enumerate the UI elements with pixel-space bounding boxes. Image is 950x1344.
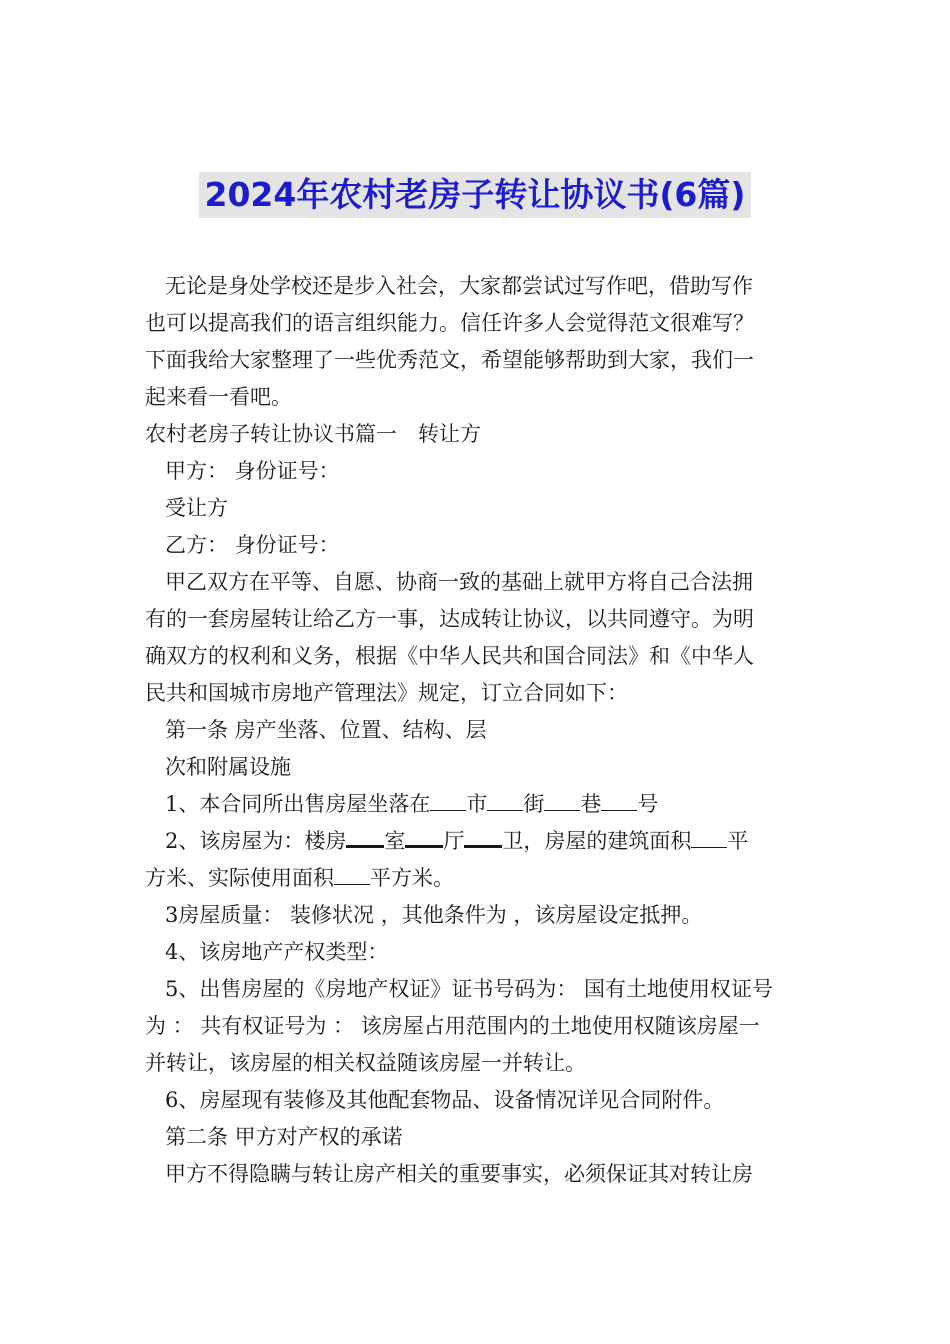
line-text: 厅	[443, 829, 465, 853]
body-line	[145, 601, 810, 638]
line-text: 5、出售房屋的《房地产权证》证书号码为： 国有土地使用权证号	[165, 977, 774, 1001]
fill-in-blank	[544, 788, 580, 811]
document-body	[145, 268, 810, 1193]
fill-in-blank	[405, 823, 443, 848]
line-text: 室	[384, 829, 406, 853]
fill-in-blank	[464, 823, 502, 848]
line-text: 4、该房地产产权类型：	[165, 940, 389, 964]
line-text: 甲乙双方在平等、自愿、协商一致的基础上就甲方将自己合法拥	[165, 570, 753, 594]
line-text: 确双方的权利和义务，根据《中华人民共和国合同法》和《中华人	[145, 644, 754, 668]
body-line	[145, 897, 810, 934]
line-text: 1、本合同所出售房屋坐落在	[165, 792, 431, 816]
line-text: 第二条 甲方对产权的承诺	[165, 1125, 403, 1149]
line-text: 巷	[580, 792, 602, 816]
line-text: 民共和国城市房地产管理法》规定，订立合同如下：	[145, 681, 628, 705]
line-text: 号	[637, 792, 659, 816]
line-text: 6、房屋现有装修及其他配套物品、设备情况详见合同附件。	[165, 1088, 725, 1112]
body-line	[145, 934, 810, 971]
line-text: 第一条 房产坐落、位置、结构、层	[165, 718, 487, 742]
title-container	[0, 172, 950, 218]
body-line	[145, 1156, 810, 1193]
fill-in-blank	[346, 823, 384, 848]
line-text: 3房屋质量： 装修状况 ，其他条件为 ，该房屋设定抵押。	[165, 903, 703, 927]
line-text: 有的一套房屋转让给乙方一事，达成转让协议，以共同遵守。为明	[145, 607, 754, 631]
body-line	[145, 1008, 810, 1045]
line-text: 平	[727, 829, 749, 853]
line-text: 街	[523, 792, 545, 816]
line-text: 卫，房屋的建筑面积	[502, 829, 692, 853]
body-line	[145, 453, 810, 490]
fill-in-blank	[601, 788, 637, 811]
body-line	[145, 342, 810, 379]
fill-in-blank	[691, 825, 727, 848]
line-text: 方米、实际使用面积	[145, 866, 334, 890]
line-text: 并转让，该房屋的相关权益随该房屋一并转让。	[145, 1051, 586, 1075]
line-text: 2、该房屋为：楼房	[165, 829, 347, 853]
body-line	[145, 379, 810, 416]
body-line	[145, 564, 810, 601]
body-line	[145, 749, 810, 786]
body-line	[145, 712, 810, 749]
body-line	[145, 1082, 810, 1119]
body-line	[145, 1119, 810, 1156]
line-text: 起来看一看吧。	[145, 385, 292, 409]
body-line	[145, 527, 810, 564]
body-line	[145, 860, 810, 897]
line-text: 受让方	[165, 496, 228, 520]
line-text: 市	[466, 792, 488, 816]
body-line	[145, 823, 810, 860]
body-line	[145, 786, 810, 823]
line-text: 下面我给大家整理了一些优秀范文，希望能够帮助到大家，我们一	[145, 348, 754, 372]
line-text: 次和附属设施	[165, 755, 291, 779]
fill-in-blank	[487, 788, 523, 811]
body-line	[145, 971, 810, 1008]
line-text: 农村老房子转让协议书篇一 转让方	[145, 422, 481, 446]
line-text: 甲方不得隐瞒与转让房产相关的重要事实，必须保证其对转让房	[165, 1162, 753, 1186]
line-text: 乙方： 身份证号：	[165, 533, 340, 557]
body-line	[145, 305, 810, 342]
body-line	[145, 416, 810, 453]
fill-in-blank	[430, 788, 466, 811]
fill-in-blank	[334, 862, 370, 885]
body-line	[145, 638, 810, 675]
document-title: 2024年农村老房子转让协议书(6篇)	[199, 172, 752, 218]
line-text: 甲方： 身份证号：	[165, 459, 340, 483]
line-text: 也可以提高我们的语言组织能力。信任许多人会觉得范文很难写？	[145, 311, 754, 335]
body-line	[145, 1045, 810, 1082]
body-line	[145, 490, 810, 527]
line-text: 为 ： 共有权证号为 ： 该房屋占用范围内的土地使用权随该房屋一	[145, 1014, 760, 1038]
body-line	[145, 268, 810, 305]
body-line	[145, 675, 810, 712]
line-text: 平方米。	[370, 866, 454, 890]
line-text: 无论是身处学校还是步入社会，大家都尝试过写作吧，借助写作	[165, 274, 753, 298]
